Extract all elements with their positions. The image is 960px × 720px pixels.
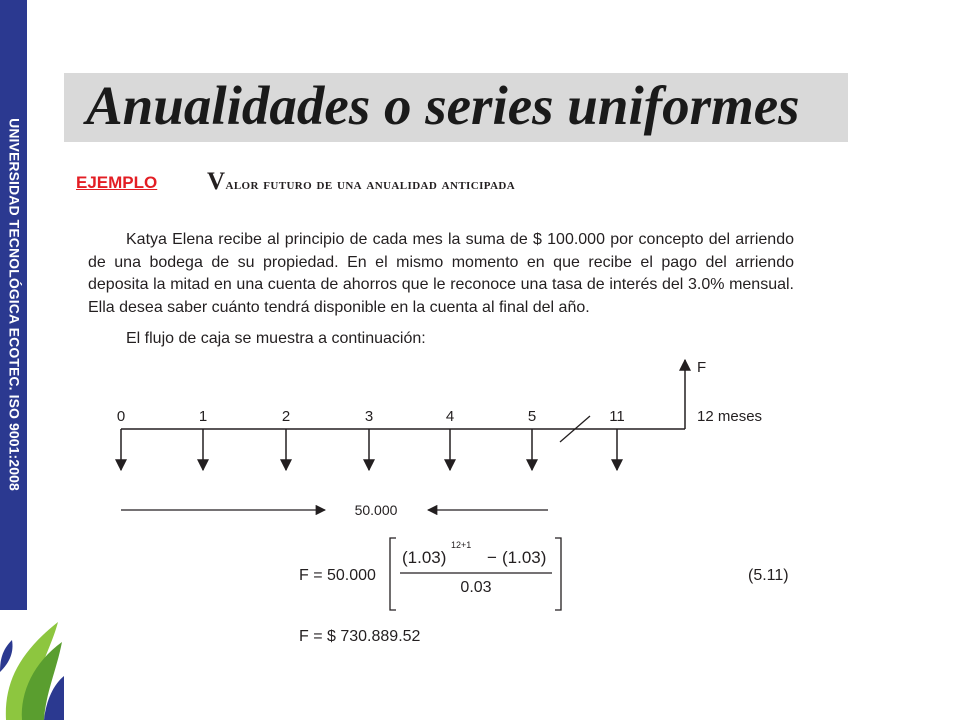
period-label: 3 — [364, 408, 374, 425]
formula-exponent: 12+1 — [451, 540, 472, 550]
period-label: 1 — [198, 408, 208, 425]
formula-right-bracket — [555, 538, 561, 610]
formula-minus: − — [487, 548, 497, 567]
institution-name: UNIVERSIDAD TECNOLÓGICA ECOTEC. ISO 9001:2008 — [6, 118, 23, 491]
problem-paragraph: Katya Elena recibe al principio de cada mes la suma de $ 100.000 por concepto del arriendo de una bodega de su propiedad. En el mismo momento en que recibe el pago del arriendo deposita la mitad en una cuenta de ahorros que le reconoce una tasa de interés del 3.0% mensual. Ella desea saber cuánto tendrá disponible en la cuenta al final del año. — [88, 231, 794, 316]
future-value-label: F — [697, 359, 707, 376]
period-label: 0 — [116, 408, 126, 425]
formula-left-bracket — [390, 538, 396, 610]
end-period-label: 12 meses — [697, 408, 763, 425]
formula-lhs: F = 50.000 — [299, 567, 376, 584]
flow-intro-text: El flujo de caja se muestra a continuación: — [126, 330, 426, 347]
formula-numerator-b: (1.03) — [502, 548, 547, 567]
subtitle-rest: alor futuro de una anualidad anticipada — [225, 176, 516, 193]
payment-amount-label: 50.000 — [354, 502, 398, 518]
equation-number: (5.11) — [748, 567, 789, 584]
formula-denominator: 0.03 — [460, 579, 492, 596]
period-label: 5 — [527, 408, 537, 425]
formula-numerator-a: (1.03) — [402, 548, 447, 567]
example-label: EJEMPLO — [76, 173, 158, 192]
period-label: 2 — [281, 408, 291, 425]
period-label: 11 — [609, 408, 625, 425]
subtitle-initial: V — [207, 168, 226, 195]
page-title: Anualidades o series uniformes — [86, 75, 800, 136]
period-label: 4 — [445, 408, 455, 425]
result-value: F = $ 730.889.52 — [299, 628, 421, 645]
